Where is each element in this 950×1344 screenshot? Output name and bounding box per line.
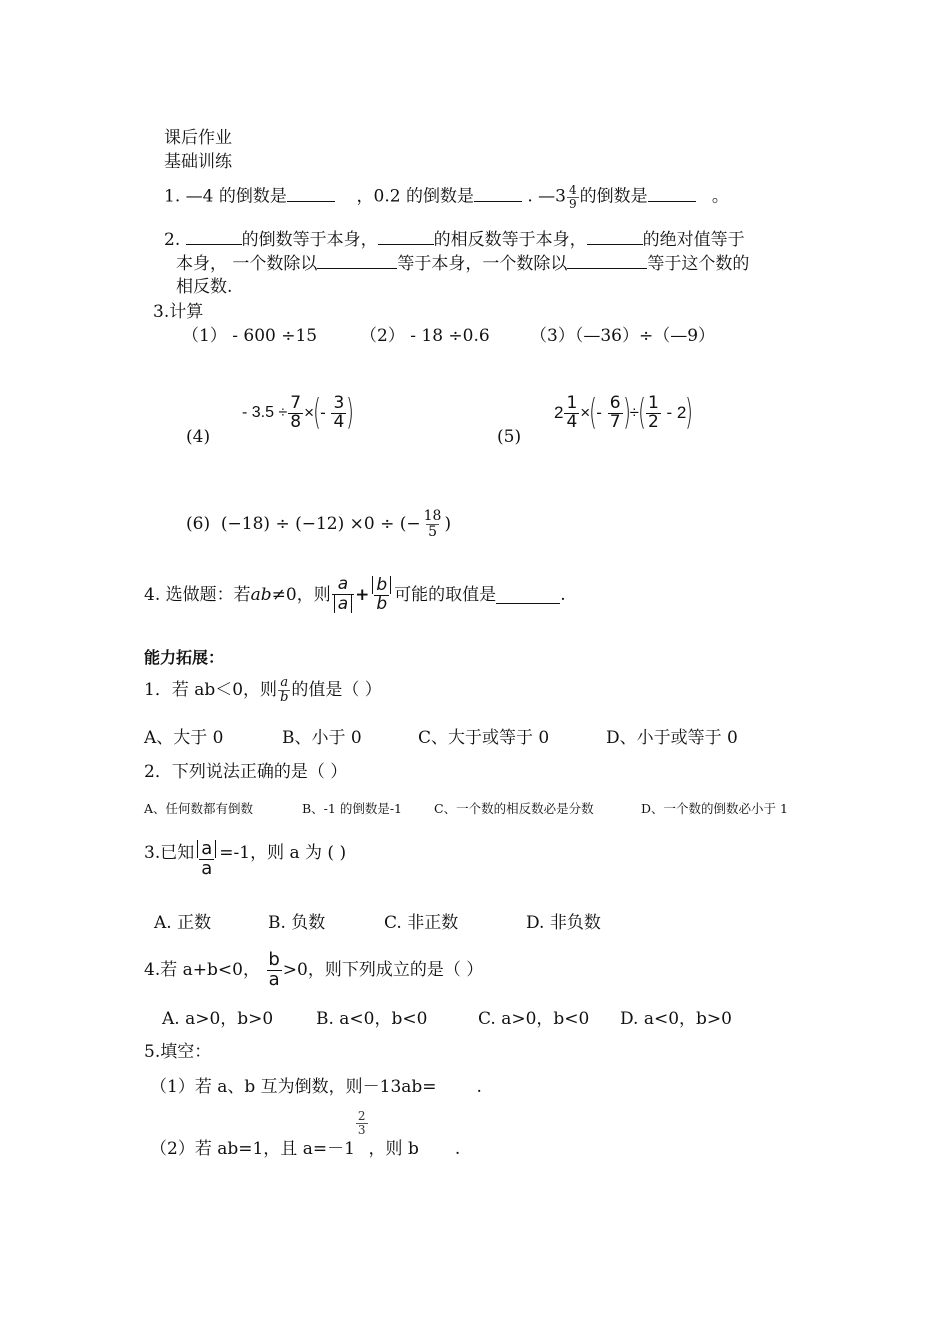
section-title-basic: 基础训练 (164, 152, 232, 172)
section-title-advanced: 能力拓展： (144, 648, 225, 667)
fraction: $\frac{b}{a}$ (268, 948, 280, 990)
fraction: $\frac{6}{7}$ (609, 392, 621, 432)
advanced-q2-option-b[interactable]: B、-1 的倒数是-1 (302, 801, 403, 816)
advanced-question-3: 3.已知 $\frac{a}{a}$ =-1，则 a 为 ( ) (144, 838, 347, 879)
calc-4-label: (4) (186, 427, 211, 447)
fraction: $\frac{2}{3}$ (357, 1109, 366, 1137)
calc-4-expression: - 3.5 ÷ $\frac{7}{8}$ × ( - $\frac{3}{4}$ ) (242, 392, 355, 433)
advanced-q4-option-b[interactable]: B. a<0，b<0 (316, 1009, 428, 1029)
advanced-q4-option-d[interactable]: D. a<0，b>0 (620, 1009, 732, 1029)
answer-blank[interactable] (287, 185, 335, 202)
answer-blank[interactable] (567, 252, 647, 269)
advanced-q3-option-c[interactable]: C. 非正数 (384, 913, 459, 933)
answer-blank[interactable] (186, 228, 242, 245)
advanced-q2-option-c[interactable]: C、一个数的相反数必是分数 (434, 801, 594, 816)
advanced-q2-option-d[interactable]: D、一个数的倒数必小于 1 (641, 801, 788, 816)
calc-1: （1） - 600 ÷15 (182, 326, 318, 346)
fraction: $\frac{1}{2}$ (647, 392, 659, 432)
answer-blank[interactable] (587, 228, 643, 245)
fill-blank-1: （1）若 a、b 互为倒数，则－13ab= . (150, 1077, 482, 1097)
answer-blank[interactable] (648, 185, 696, 202)
advanced-q2-option-a[interactable]: A、任何数都有倒数 (144, 801, 254, 816)
question-number: 1. (164, 186, 181, 207)
question-number: 2. (164, 230, 181, 250)
answer-blank[interactable] (474, 185, 522, 202)
question-3-title: 3.计算 (153, 302, 204, 322)
calc-3: （3）（—36）÷（—9） (530, 326, 716, 346)
fraction: $\frac{7}{8}$ (290, 392, 302, 432)
fraction: $\frac{b}{b}$ (370, 576, 393, 614)
advanced-q1-option-b[interactable]: B、小于 0 (282, 728, 362, 748)
advanced-q3-option-d[interactable]: D. 非负数 (526, 913, 601, 933)
calc-5-label: (5) (497, 427, 522, 447)
advanced-question-5-title: 5.填空： (144, 1042, 212, 1062)
question-text: —4 的倒数是 (185, 186, 287, 207)
calc-6: (6) (−18) ÷ (−12) ×0 ÷ (− $\frac{18}{5}$ ) (186, 507, 452, 540)
question-text: . —3 (527, 186, 566, 207)
fill-blank-2: （2）若 ab=1，且 a=－1 $\frac{2}{3}$ ，则 b . (150, 1109, 461, 1159)
fraction: $\frac{a}{a}$ (332, 576, 354, 614)
page-title: 课后作业 (164, 128, 232, 148)
calc-2: （2） - 18 ÷0.6 (360, 326, 490, 346)
mixed-fraction: $\frac{4}{9}$ (568, 183, 577, 211)
advanced-q3-option-b[interactable]: B. 负数 (268, 913, 326, 933)
fraction: $\frac{a}{a}$ (195, 840, 218, 879)
advanced-q4-option-c[interactable]: C. a>0，b<0 (478, 1009, 590, 1029)
calc-5-expression: 2 $\frac{1}{4}$ × ( - $\frac{6}{7}$ ) ÷ ( $\frac{1}{2}$ - 2 ) (554, 392, 694, 433)
answer-blank[interactable] (317, 252, 397, 269)
basic-question-2-line-1: 2. 的倒数等于本身， 的相反数等于本身， 的绝对值等于 (164, 230, 745, 250)
answer-blank[interactable] (378, 228, 434, 245)
fraction: $\frac{18}{5}$ (423, 507, 442, 540)
fraction: $\frac{1}{4}$ (566, 392, 578, 432)
answer-blank[interactable] (496, 587, 560, 604)
fraction: $\frac{3}{4}$ (333, 392, 345, 432)
advanced-q1-option-d[interactable]: D、小于或等于 0 (606, 728, 738, 748)
advanced-q1-option-c[interactable]: C、大于或等于 0 (418, 728, 550, 748)
advanced-q1-option-a[interactable]: A、大于 0 (144, 728, 224, 748)
basic-question-1: 1. —4 的倒数是 ，0.2 的倒数是 . —3 $\frac{4}{9}$ 的倒数是 。 (164, 183, 729, 211)
advanced-question-2: 2．下列说法正确的是（ ） (144, 762, 348, 782)
advanced-q4-option-a[interactable]: A. a>0，b>0 (162, 1009, 274, 1029)
question-text: 的倒数是 (579, 186, 648, 207)
basic-question-4: 4. 选做题：若 ab ≠0，则 $\frac{a}{a}$ + $\frac{b}{b}$ 可能的取值是 . (144, 574, 566, 614)
question-text: ，0.2 的倒数是 (356, 186, 474, 207)
basic-question-2-line-3: 相反数. (176, 277, 233, 297)
advanced-q3-option-a[interactable]: A. 正数 (154, 913, 212, 933)
advanced-question-1: 1．若 ab＜0，则 $\frac{a}{b}$ 的值是（ ） (144, 674, 382, 705)
basic-question-2-line-2: 本身， 一个数除以 等于本身，一个数除以 等于这个数的 (176, 254, 750, 274)
fraction: $\frac{a}{b}$ (280, 674, 289, 705)
advanced-question-4: 4.若 a+b<0， $\frac{b}{a}$ >0，则下列成立的是（ ） (144, 948, 484, 990)
